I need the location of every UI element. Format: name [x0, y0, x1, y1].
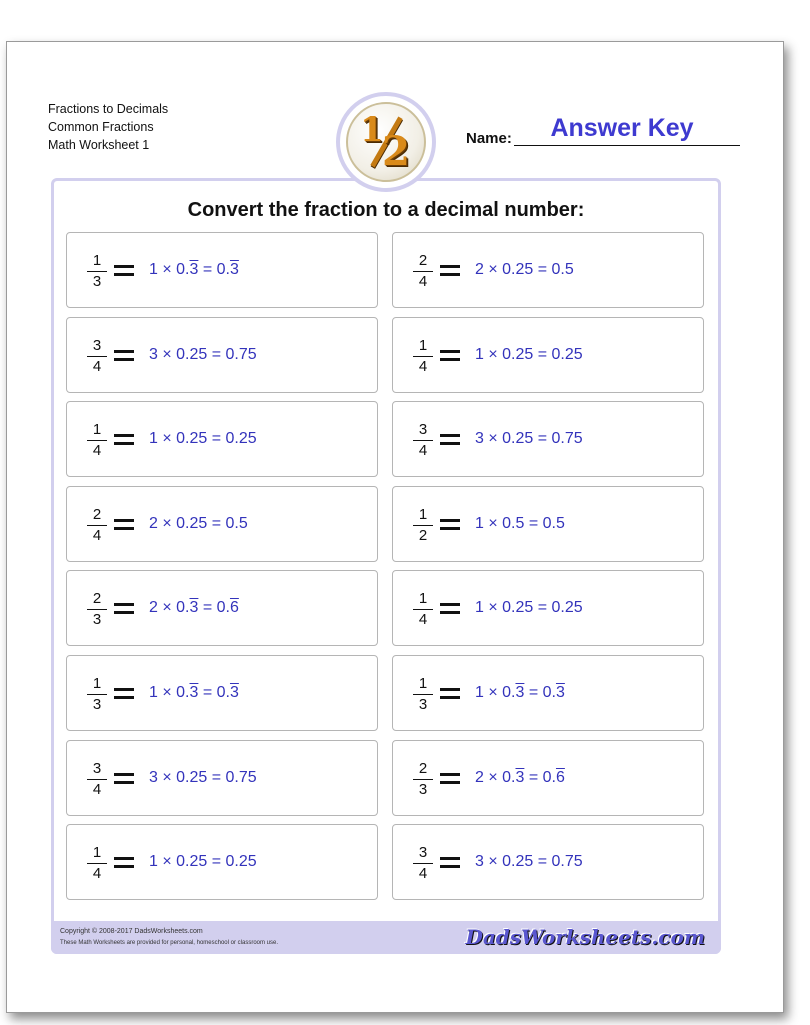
fraction-numerator: 1: [418, 336, 428, 354]
answer-result: 0.: [216, 684, 230, 701]
equals-sign: [114, 431, 134, 448]
answer-result: 0.5: [551, 261, 574, 278]
answer-result: 0.75: [225, 345, 257, 363]
fraction-numerator: 3: [92, 759, 102, 777]
times-sign: ×: [157, 261, 177, 278]
equals-sign: [114, 770, 134, 787]
header-worksheet-number: Math Worksheet 1: [48, 138, 150, 152]
times-sign: ×: [483, 430, 503, 448]
answer-multiplier: 2: [149, 514, 158, 532]
badge-denominator: 2: [382, 128, 410, 175]
answer-work: [149, 599, 239, 617]
answer-multiplier: 1: [475, 599, 484, 617]
fraction-denominator: 4: [418, 611, 428, 629]
answer-result: 0.25: [551, 599, 583, 617]
badge-numerator: 1: [360, 110, 384, 150]
equals-sign: [440, 600, 460, 617]
answer-multiplier: 2: [149, 599, 158, 617]
problem-card: [66, 824, 378, 900]
answer-result: 0.5: [542, 514, 565, 532]
fraction-numerator: 1: [418, 675, 428, 692]
fraction: [413, 675, 433, 714]
fraction: [413, 252, 433, 291]
fraction: [87, 844, 107, 883]
answer-multiplier: 3: [149, 345, 158, 363]
fraction-numerator: 3: [92, 336, 102, 354]
fraction-bar: [413, 694, 433, 695]
fraction: [413, 844, 433, 883]
worksheet-header: [48, 100, 168, 154]
answer-result-repeating: 3: [229, 261, 239, 278]
problem-card: [392, 570, 704, 646]
times-sign: ×: [157, 514, 177, 532]
fraction-denominator: 4: [92, 357, 102, 375]
fraction-bar: [87, 779, 107, 780]
answer-factor: 0.25: [502, 345, 534, 363]
fraction-bar: [413, 271, 433, 272]
fraction-denominator: 4: [418, 357, 428, 375]
fraction-bar: [87, 525, 107, 526]
result-equals: =: [207, 430, 226, 448]
equals-sign: [440, 770, 460, 787]
answer-work: [475, 684, 565, 702]
answer-factor: 0.25: [176, 768, 208, 786]
result-equals: =: [524, 684, 543, 701]
fraction-bar: [413, 525, 433, 526]
answer-work: [149, 853, 257, 871]
fraction-numerator: 1: [92, 421, 102, 439]
result-equals: =: [524, 514, 543, 532]
fraction-bar: [87, 863, 107, 864]
result-equals: =: [198, 599, 217, 617]
answer-result: 0.25: [225, 430, 257, 448]
answer-work: [149, 261, 239, 279]
answer-factor: 0.: [502, 768, 516, 786]
equals-sign: [440, 516, 460, 533]
problem-card: [392, 232, 704, 308]
answer-work: [475, 430, 583, 448]
answer-multiplier: 1: [149, 261, 158, 278]
answer-factor-repeating: 3: [189, 261, 199, 278]
result-equals: =: [533, 853, 552, 871]
one-half-badge-icon: [336, 92, 436, 192]
problem-card: [66, 317, 378, 393]
result-equals: =: [207, 514, 226, 532]
times-sign: ×: [157, 853, 177, 871]
header-subtitle: Common Fractions: [48, 120, 154, 134]
fraction-denominator: 2: [418, 526, 428, 544]
answer-factor: 0.25: [176, 853, 208, 871]
result-equals: =: [524, 768, 543, 786]
fraction-denominator: 4: [92, 865, 102, 883]
fraction-bar: [87, 271, 107, 272]
times-sign: ×: [483, 261, 503, 278]
problem-card: [392, 317, 704, 393]
problem-card: [392, 401, 704, 477]
answer-multiplier: 1: [149, 430, 158, 448]
answer-factor: 0.25: [176, 345, 208, 363]
times-sign: ×: [483, 345, 503, 363]
result-equals: =: [533, 599, 552, 617]
fraction: [87, 590, 107, 629]
answer-factor: 0.: [176, 684, 190, 701]
fraction-bar: [87, 609, 107, 610]
fraction-denominator: 4: [418, 442, 428, 460]
answer-factor: 0.5: [502, 514, 525, 532]
answer-work: [475, 599, 583, 617]
answer-result-repeating: 6: [229, 599, 239, 617]
answer-factor: 0.: [176, 261, 190, 278]
answer-result: 0.75: [551, 430, 583, 448]
fraction: [87, 421, 107, 460]
answer-result: 0.: [542, 768, 556, 786]
fraction: [87, 337, 107, 376]
fraction-denominator: 4: [92, 526, 102, 544]
answer-work: [475, 515, 565, 533]
answer-work: [149, 346, 257, 364]
answer-work: [475, 346, 583, 364]
fraction-numerator: 1: [92, 675, 102, 692]
fraction-numerator: 3: [418, 421, 428, 439]
times-sign: ×: [157, 430, 177, 448]
fraction: [413, 506, 433, 545]
fraction-bar: [413, 609, 433, 610]
result-equals: =: [198, 684, 217, 701]
times-sign: ×: [483, 599, 503, 617]
problem-card: [66, 232, 378, 308]
equals-sign: [114, 347, 134, 364]
result-equals: =: [207, 345, 226, 363]
answer-multiplier: 2: [475, 261, 484, 278]
answer-multiplier: 1: [475, 514, 484, 532]
header-title: Fractions to Decimals: [48, 102, 169, 116]
fraction-denominator: 4: [92, 780, 102, 798]
times-sign: ×: [157, 345, 177, 363]
answer-result: 0.: [542, 684, 556, 701]
answer-result: 0.75: [551, 853, 583, 871]
answer-factor: 0.25: [502, 430, 534, 448]
answer-work: [149, 769, 257, 787]
times-sign: ×: [483, 768, 503, 786]
answer-multiplier: 2: [475, 768, 484, 786]
answer-result: 0.75: [225, 768, 257, 786]
answer-work: [475, 853, 583, 871]
result-equals: =: [207, 853, 226, 871]
equals-sign: [114, 685, 134, 702]
footer-bar: [51, 921, 721, 954]
answer-multiplier: 1: [475, 684, 484, 701]
fraction-denominator: 3: [418, 696, 428, 713]
equals-sign: [440, 431, 460, 448]
name-field[interactable]: Answer Key: [550, 114, 694, 142]
answer-result-repeating: 3: [229, 684, 239, 701]
fraction-bar: [413, 863, 433, 864]
equals-sign: [440, 685, 460, 702]
fraction-numerator: 1: [92, 252, 102, 269]
fraction-bar: [87, 440, 107, 441]
fraction: [87, 675, 107, 714]
fraction-denominator: 4: [418, 273, 428, 290]
fraction-numerator: 1: [92, 844, 102, 862]
answer-multiplier: 1: [475, 345, 484, 363]
answer-multiplier: 3: [475, 853, 484, 871]
answer-result-repeating: 6: [555, 768, 565, 786]
fraction: [413, 590, 433, 629]
fraction-denominator: 3: [92, 696, 102, 713]
result-equals: =: [207, 768, 226, 786]
fraction-denominator: 4: [418, 865, 428, 883]
problem-card: [66, 486, 378, 562]
fraction-numerator: 2: [418, 252, 428, 269]
name-label: Name:: [466, 130, 512, 147]
answer-result-repeating: 3: [555, 684, 565, 701]
answer-work: [149, 515, 248, 533]
answer-factor-repeating: 3: [189, 599, 199, 617]
fraction-denominator: 3: [418, 780, 428, 798]
times-sign: ×: [157, 684, 177, 701]
problem-card: [392, 486, 704, 562]
answer-factor: 0.: [176, 599, 190, 617]
badge-inner: [346, 102, 426, 182]
answer-result: 0.25: [225, 853, 257, 871]
fraction-numerator: 1: [418, 590, 428, 608]
times-sign: ×: [483, 684, 503, 701]
name-line: [514, 145, 740, 146]
answer-factor: 0.25: [502, 599, 534, 617]
fraction-numerator: 2: [92, 590, 102, 608]
answer-result: 0.5: [225, 514, 248, 532]
fraction-bar: [87, 356, 107, 357]
fraction-bar: [413, 779, 433, 780]
answer-work: [475, 769, 565, 787]
result-equals: =: [198, 261, 217, 278]
problem-card: [66, 655, 378, 731]
answer-factor: 0.25: [176, 514, 208, 532]
problem-card: [392, 740, 704, 816]
fraction: [87, 760, 107, 799]
answer-factor: 0.25: [502, 261, 534, 278]
equals-sign: [114, 854, 134, 871]
answer-multiplier: 3: [475, 430, 484, 448]
result-equals: =: [533, 430, 552, 448]
answer-result: 0.25: [551, 345, 583, 363]
fraction-bar: [413, 356, 433, 357]
equals-sign: [440, 347, 460, 364]
copyright-text: Copyright © 2008-2017 DadsWorksheets.com: [60, 928, 203, 935]
fraction: [413, 337, 433, 376]
times-sign: ×: [157, 599, 177, 617]
result-equals: =: [533, 345, 552, 363]
fraction-bar: [413, 440, 433, 441]
problem-card: [66, 570, 378, 646]
fraction-bar: [87, 694, 107, 695]
equals-sign: [114, 600, 134, 617]
fraction: [87, 252, 107, 291]
fraction-numerator: 2: [92, 505, 102, 523]
fraction-denominator: 3: [92, 611, 102, 629]
fraction-denominator: 4: [92, 442, 102, 460]
dadsworksheets-logo: DadsWorksheets.com: [465, 925, 705, 949]
result-equals: =: [533, 261, 552, 278]
fraction-numerator: 1: [418, 505, 428, 523]
answer-factor: 0.25: [502, 853, 534, 871]
usage-notice: These Math Worksheets are provided for personal, homeschool or classroom use.: [60, 940, 278, 946]
answer-result: 0.: [216, 261, 230, 278]
answer-factor: 0.25: [176, 430, 208, 448]
instruction-heading: Convert the fraction to a decimal number:: [187, 199, 585, 221]
answer-multiplier: 1: [149, 853, 158, 871]
answer-work: [149, 430, 257, 448]
problem-card: [392, 655, 704, 731]
fraction-denominator: 3: [92, 273, 102, 290]
answer-factor: 0.: [502, 684, 516, 701]
answer-factor-repeating: 3: [189, 684, 199, 701]
answer-factor-repeating: 3: [515, 684, 525, 701]
answer-multiplier: 1: [149, 684, 158, 701]
fraction-numerator: 2: [418, 759, 428, 777]
answer-result: 0.: [216, 599, 230, 617]
fraction: [413, 421, 433, 460]
problem-card: [66, 740, 378, 816]
fraction: [87, 506, 107, 545]
answer-work: [475, 261, 574, 279]
equals-sign: [114, 516, 134, 533]
fraction-numerator: 3: [418, 844, 428, 862]
problem-card: [392, 824, 704, 900]
equals-sign: [440, 854, 460, 871]
times-sign: ×: [483, 514, 503, 532]
answer-multiplier: 3: [149, 768, 158, 786]
equals-sign: [114, 262, 134, 279]
fraction: [413, 760, 433, 799]
answer-work: [149, 684, 239, 702]
problem-card: [66, 401, 378, 477]
answer-factor-repeating: 3: [515, 768, 525, 786]
times-sign: ×: [157, 768, 177, 786]
equals-sign: [440, 262, 460, 279]
times-sign: ×: [483, 853, 503, 871]
